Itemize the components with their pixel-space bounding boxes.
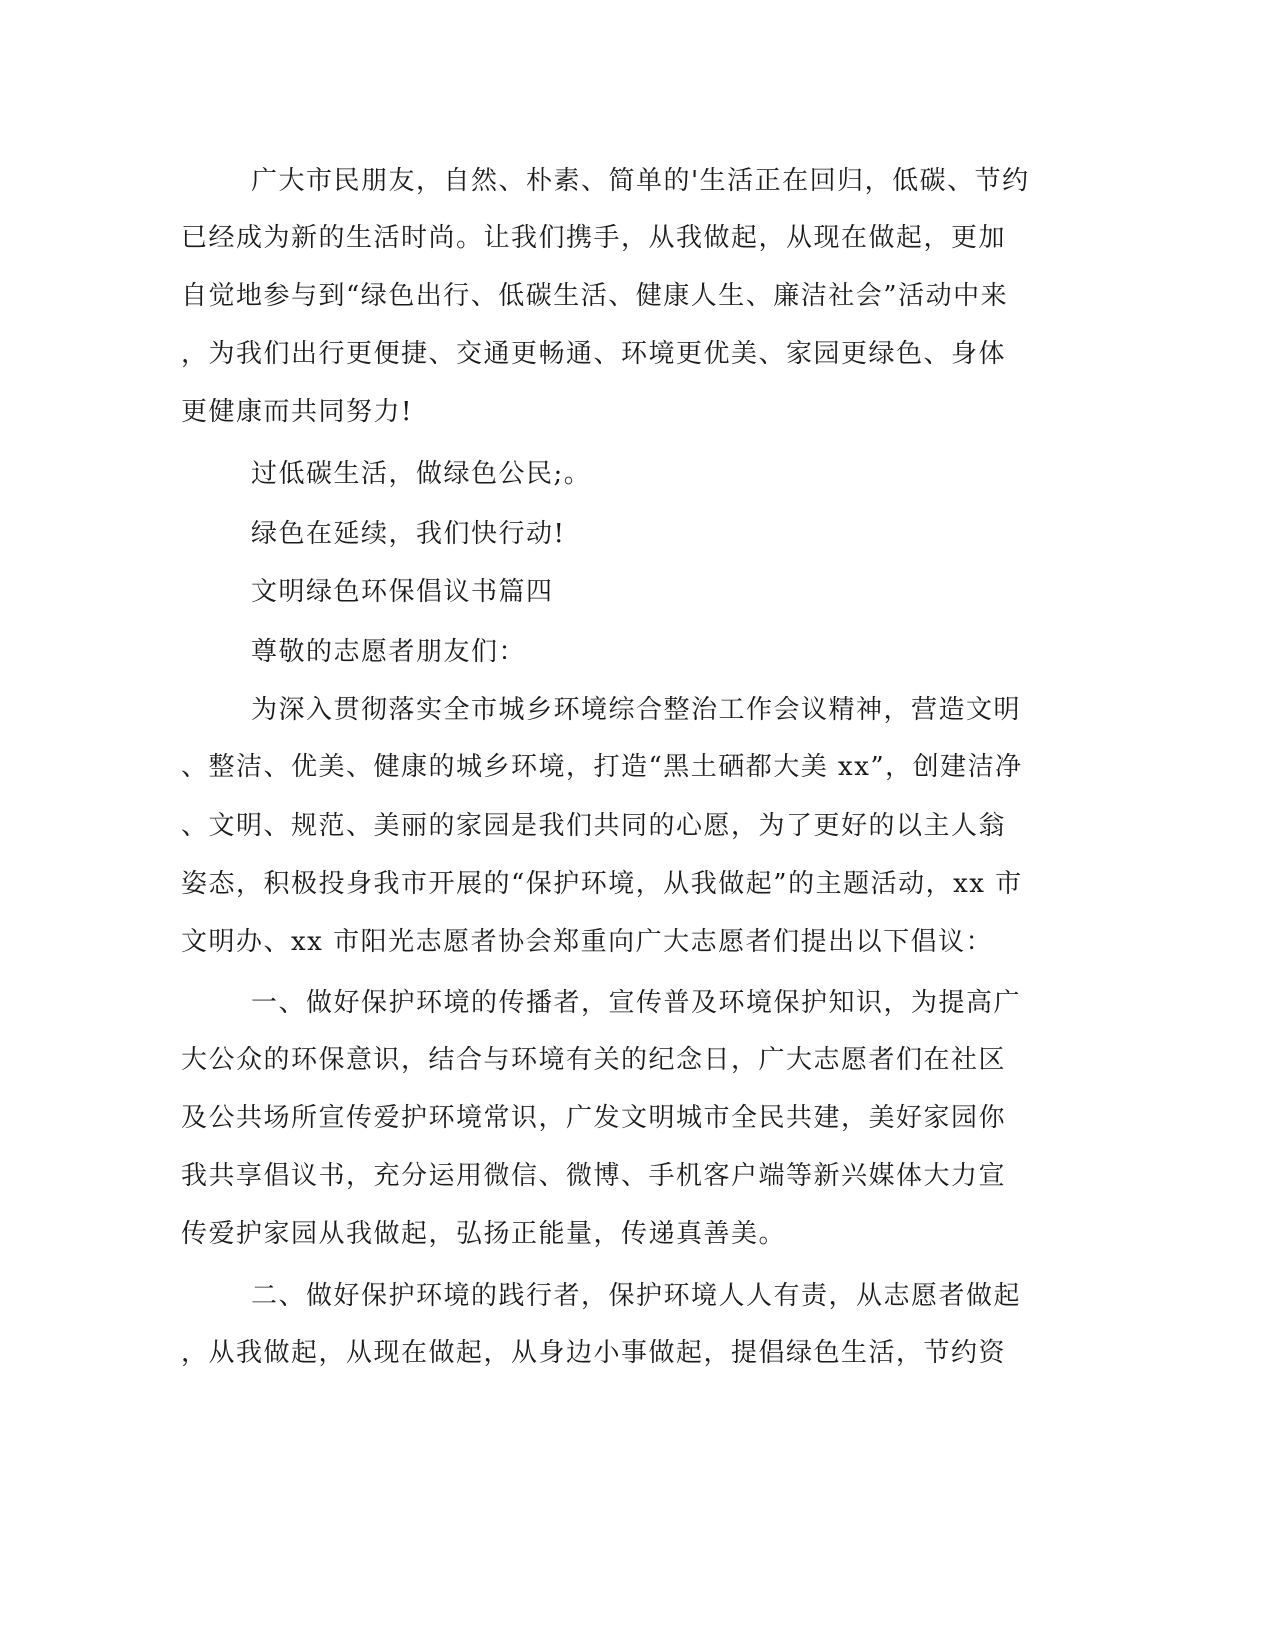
text-line: 一、做好保护环境的传播者，宣传普及环境保护知识，为提高广: [251, 988, 1022, 1018]
text-line: 姿态，积极投身我市开展的“保护环境，从我做起”的主题活动，xx 市: [181, 869, 1023, 899]
text-line: 、整洁、优美、健康的城乡环境，打造“黑土硒都大美 xx”，创建洁净: [181, 752, 1023, 782]
text-line: 、文明、规范、美丽的家园是我们共同的心愿，为了更好的以主人翁: [181, 811, 1007, 841]
salutation: 尊敬的志愿者朋友们：: [251, 637, 527, 667]
text-line: 绿色在延续，我们快行动!: [251, 519, 566, 549]
text-line: 我共享倡议书，充分运用微信、微博、手机客户端等新兴媒体大力宣: [181, 1161, 1007, 1191]
section-heading: 文明绿色环保倡议书篇四: [251, 577, 554, 607]
text-line: ，从我做起，从现在做起，从身边小事做起，提倡绿色生活，节约资: [181, 1338, 1007, 1368]
text-line: 广大市民朋友，自然、朴素、简单的'生活正在回归，低碳、节约: [251, 166, 1030, 196]
text-line: 已经成为新的生活时尚。让我们携手，从我做起，从现在做起，更加: [181, 223, 1007, 253]
text-line: 及公共场所宣传爱护环境常识，广发文明城市全民共建，美好家园你: [181, 1103, 1007, 1133]
text-line: 过低碳生活，做绿色公民;。: [251, 459, 592, 489]
text-line: 自觉地参与到“绿色出行、低碳生活、健康人生、廉洁社会”活动中来: [181, 281, 1009, 311]
text-line: ，为我们出行更便捷、交通更畅通、环境更优美、家园更绿色、身体: [181, 339, 1007, 369]
text-line: 二、做好保护环境的践行者，保护环境人人有责，从志愿者做起: [251, 1281, 1022, 1311]
text-line: 传爱护家园从我做起，弘扬正能量，传递真善美。: [181, 1219, 787, 1249]
text-line: 为深入贯彻落实全市城乡环境综合整治工作会议精神，营造文明: [251, 695, 1022, 725]
text-line: 文明办、xx 市阳光志愿者协会郑重向广大志愿者们提出以下倡议：: [181, 927, 994, 957]
text-line: 大公众的环保意识，结合与环境有关的纪念日，广大志愿者们在社区: [181, 1045, 1007, 1075]
text-line: 更健康而共同努力!: [181, 397, 413, 427]
